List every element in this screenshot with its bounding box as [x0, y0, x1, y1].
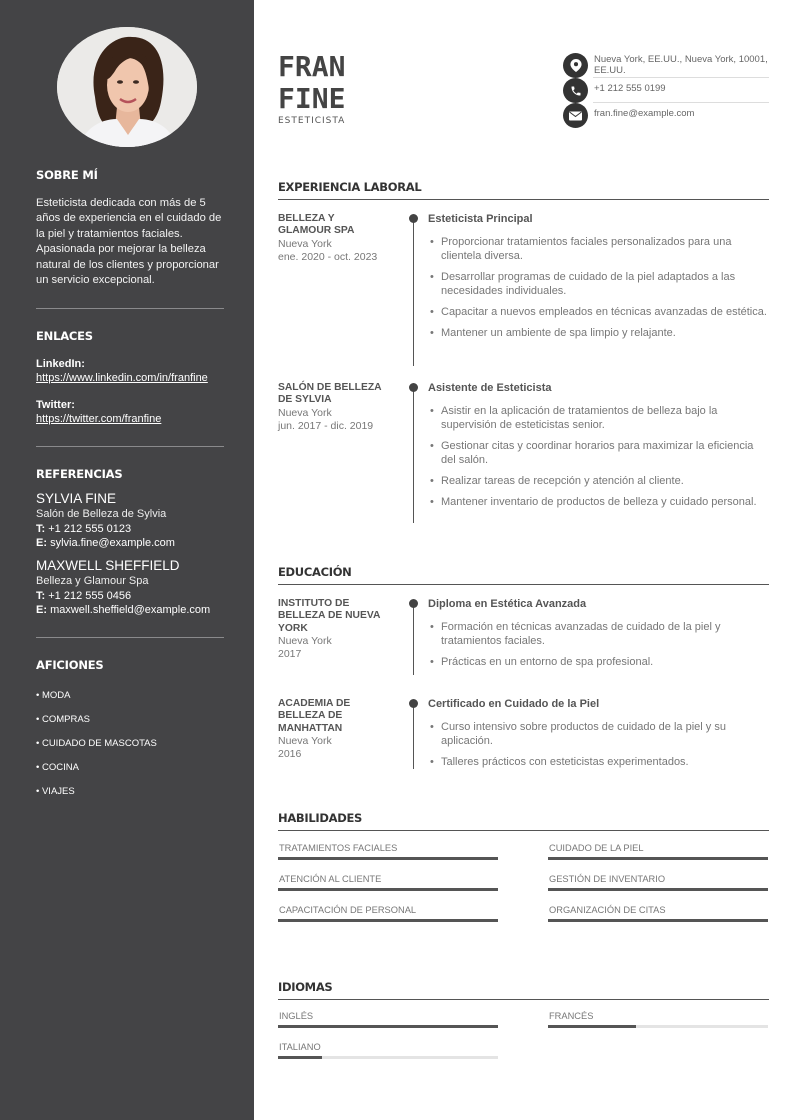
reference-item — [36, 558, 224, 617]
linkedin-label: LinkedIn: — [36, 358, 85, 371]
portrait-illustration — [57, 27, 197, 147]
candidate-name — [278, 51, 345, 115]
entry-location: Nueva York — [278, 237, 332, 250]
language-level-bar — [278, 1056, 322, 1059]
skill-level-bar — [548, 888, 768, 891]
profile-photo — [57, 27, 197, 147]
links-heading: ENLACES — [36, 329, 93, 344]
sidebar — [0, 0, 254, 1120]
entry-organization: BELLEZA Y GLAMOUR SPA — [278, 213, 355, 237]
about-text: Esteticista dedicada con más de 5 años de experiencia en el cuidado de la piel y tratamientos faciales. Apasionada por mejorar la belleza natural de los clientes y proporcionar un servicio excepcional. — [36, 197, 222, 287]
bullet-item: • Asistir en la aplicación de tratamientos de belleza bajo la supervisión de esteticistas senior. — [428, 404, 769, 432]
bullet-item: • Realizar tareas de recepción y atención al cliente. — [428, 474, 769, 488]
entry-dates: ene. 2020 - oct. 2023 — [278, 250, 378, 263]
name-first: FRAN — [278, 50, 346, 83]
entry-dates: jun. 2017 - dic. 2019 — [278, 419, 374, 432]
sidebar-divider — [36, 637, 224, 638]
education-heading: EDUCACIÓN — [278, 565, 769, 585]
sidebar-divider — [36, 308, 224, 309]
language-track — [278, 1025, 498, 1028]
timeline-dot — [409, 699, 418, 708]
skill-label: CAPACITACIÓN DE PERSONAL — [279, 905, 417, 915]
bullet-item: • Formación en técnicas avanzadas de cuidado de la piel y tratamientos faciales. — [428, 620, 769, 648]
hobbies-heading: AFICIONES — [36, 658, 104, 673]
skill-label: CUIDADO DE LA PIEL — [549, 843, 644, 853]
entry-details — [428, 213, 769, 347]
bullet-item: • Capacitar a nuevos empleados en técnicas avanzadas de estética. — [428, 305, 769, 319]
skill-track — [548, 857, 768, 860]
references-heading: REFERENCIAS — [36, 467, 123, 482]
language-item — [278, 1042, 498, 1059]
hobby-item: • MODA — [36, 690, 71, 702]
contact-address — [563, 53, 769, 78]
skill-label: ATENCIÓN AL CLIENTE — [279, 874, 382, 884]
contact-email — [563, 103, 769, 128]
entry-location: Nueva York — [278, 635, 332, 648]
languages-heading: IDIOMAS — [278, 980, 769, 1000]
skill-track — [548, 919, 768, 922]
timeline-line — [413, 603, 414, 675]
twitter-label: Twitter: — [36, 399, 75, 412]
email-text: fran.fine@example.com — [594, 108, 695, 119]
skill-level-bar — [278, 888, 498, 891]
language-label: FRANCÉS — [549, 1011, 594, 1021]
reference-company: Salón de Belleza de Sylvia — [36, 508, 167, 521]
reference-name: SYLVIA FINE — [36, 491, 117, 507]
entry-meta — [278, 698, 388, 761]
reference-phone: T: +1 212 555 0456 — [36, 590, 132, 603]
experience-heading: EXPERIENCIA LABORAL — [278, 180, 769, 200]
entry-title: Certificado en Cuidado de la Piel — [428, 698, 600, 710]
skills-heading: HABILIDADES — [278, 811, 769, 831]
reference-item — [36, 491, 224, 550]
timeline-line — [413, 387, 414, 523]
entry-title: Esteticista Principal — [428, 213, 533, 225]
timeline-line — [413, 703, 414, 769]
entry-details — [428, 382, 769, 516]
sidebar-divider — [36, 446, 224, 447]
timeline-dot — [409, 599, 418, 608]
link-twitter — [36, 398, 224, 426]
timeline-line — [413, 218, 414, 366]
location-pin-icon — [563, 53, 588, 78]
phone-text: +1 212 555 0199 — [594, 83, 666, 94]
language-label: ITALIANO — [279, 1042, 321, 1052]
bullet-item: • Mantener inventario de productos de belleza y cuidado personal. — [428, 495, 769, 509]
skill-track — [278, 888, 498, 891]
hobby-item: • VIAJES — [36, 786, 75, 798]
entry-organization: INSTITUTO DE BELLEZA DE NUEVA YORK — [278, 598, 381, 634]
skill-item — [278, 905, 498, 922]
skill-level-bar — [548, 919, 768, 922]
hobby-item: • COCINA — [36, 762, 79, 774]
education-entry — [278, 598, 769, 688]
twitter-link[interactable]: https://twitter.com/franfine — [36, 413, 162, 426]
bullet-item: • Gestionar citas y coordinar horarios para maximizar la eficiencia del salón. — [428, 439, 769, 467]
entry-details — [428, 698, 769, 776]
entry-organization: ACADEMIA DE BELLEZA DE MANHATTAN — [278, 698, 351, 734]
skill-item — [548, 874, 768, 891]
timeline-dot — [409, 383, 418, 392]
reference-email: E: sylvia.fine@example.com — [36, 537, 175, 550]
skill-label: TRATAMIENTOS FACIALES — [279, 843, 398, 853]
language-track — [278, 1056, 498, 1059]
experience-entry — [278, 382, 769, 532]
phone-icon — [563, 78, 588, 103]
skill-track — [548, 888, 768, 891]
bullet-item: • Curso intensivo sobre productos de cuidado de la piel y su aplicación. — [428, 720, 769, 748]
skill-item — [278, 843, 498, 860]
entry-dates: 2017 — [278, 648, 302, 661]
timeline-dot — [409, 214, 418, 223]
bullet-item: • Talleres prácticos con esteticistas experimentados. — [428, 755, 769, 769]
entry-organization: SALÓN DE BELLEZA DE SYLVIA — [278, 382, 382, 406]
name-last: FINE — [278, 82, 346, 115]
contact-phone — [563, 78, 769, 103]
linkedin-link[interactable]: https://www.linkedin.com/in/franfine — [36, 372, 208, 385]
bullet-item: • Prácticas en un entorno de spa profesional. — [428, 655, 769, 669]
entry-location: Nueva York — [278, 735, 332, 748]
skill-track — [278, 857, 498, 860]
entry-details — [428, 598, 769, 676]
hobby-item: • CUIDADO DE MASCOTAS — [36, 738, 157, 750]
hobby-item: • COMPRAS — [36, 714, 90, 726]
reference-phone: T: +1 212 555 0123 — [36, 523, 132, 536]
reference-email: E: maxwell.sheffield@example.com — [36, 604, 211, 617]
education-entry — [278, 698, 769, 778]
language-level-bar — [278, 1025, 498, 1028]
experience-entry — [278, 213, 769, 373]
address-text: Nueva York, EE.UU., Nueva York, 10001, EE.UU. — [594, 54, 768, 76]
skill-item — [548, 905, 768, 922]
about-heading: SOBRE MÍ — [36, 168, 98, 182]
job-title: ESTETICISTA — [278, 116, 346, 126]
bullet-item: • Proporcionar tratamientos faciales personalizados para una clientela diversa. — [428, 235, 769, 263]
entry-meta — [278, 382, 388, 433]
skill-track — [278, 919, 498, 922]
link-linkedin — [36, 357, 224, 385]
skill-label: GESTIÓN DE INVENTARIO — [549, 874, 666, 884]
entry-title: Asistente de Esteticista — [428, 382, 552, 394]
language-track — [548, 1025, 768, 1028]
entry-location: Nueva York — [278, 406, 332, 419]
entry-dates: 2016 — [278, 748, 302, 761]
language-label: INGLÉS — [279, 1011, 314, 1021]
language-item — [278, 1011, 498, 1028]
reference-name: MAXWELL SHEFFIELD — [36, 558, 180, 574]
reference-company: Belleza y Glamour Spa — [36, 575, 149, 588]
skill-level-bar — [278, 919, 498, 922]
skill-label: ORGANIZACIÓN DE CITAS — [549, 905, 666, 915]
language-level-bar — [548, 1025, 636, 1028]
skill-level-bar — [548, 857, 768, 860]
language-item — [548, 1011, 768, 1028]
sidebar-content — [36, 168, 224, 810]
entry-meta — [278, 598, 388, 661]
entry-meta — [278, 213, 388, 264]
skill-item — [548, 843, 768, 860]
entry-title: Diploma en Estética Avanzada — [428, 598, 587, 610]
bullet-item: • Mantener un ambiente de spa limpio y relajante. — [428, 326, 769, 340]
envelope-icon — [563, 103, 588, 128]
bullet-item: • Desarrollar programas de cuidado de la piel adaptados a las necesidades individuales. — [428, 270, 769, 298]
skill-item — [278, 874, 498, 891]
skill-level-bar — [278, 857, 498, 860]
